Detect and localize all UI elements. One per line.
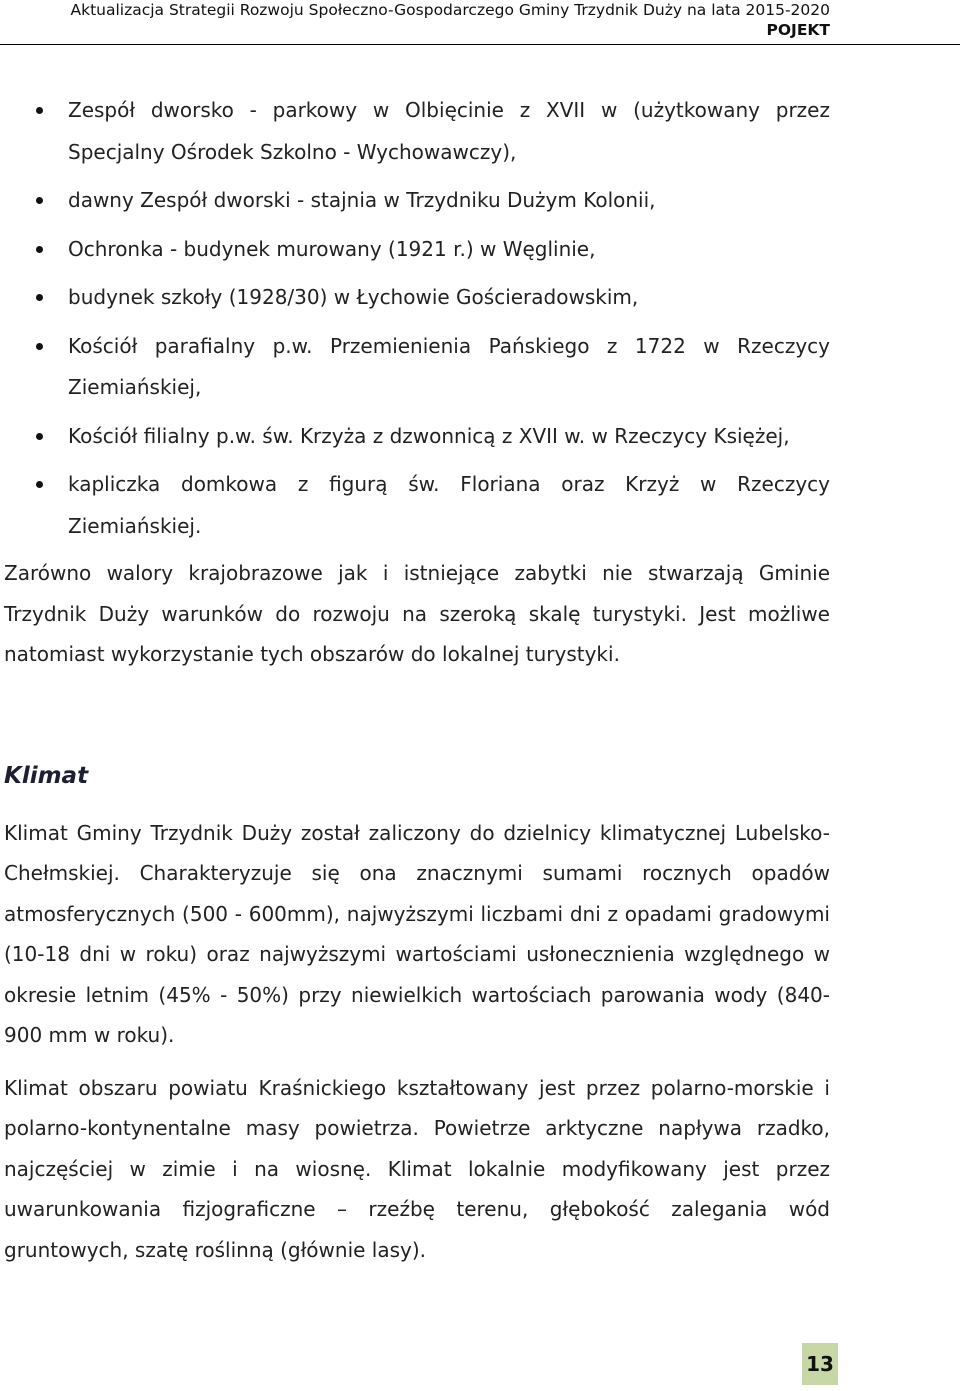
page-content [4, 90, 830, 1270]
bullet-icon [36, 343, 43, 350]
list-item [4, 180, 830, 222]
document-title: Aktualizacja Strategii Rozwoju Społeczno-Gospodarczego Gminy Trzydnik Duży na lata 2015-2020 [70, 1, 830, 19]
bullet-icon [36, 197, 43, 204]
bullet-icon [36, 294, 43, 301]
page-number: 13 [802, 1343, 838, 1385]
list-item-text: Kościół parafialny p.w. Przemienienia Pańskiego z 1722 w Rzeczycy Ziemiańskiej, [68, 333, 830, 399]
list-item-text: dawny Zespół dworski - stajnia w Trzydniku Dużym Kolonii, [68, 188, 656, 212]
monuments-list [4, 90, 830, 547]
list-item-text: Ochronka - budynek murowany (1921 r.) w Węglinie, [68, 236, 596, 261]
document-status: POJEKT [766, 21, 830, 39]
list-item [4, 90, 830, 173]
bullet-icon [36, 107, 43, 114]
tourism-paragraph: Zarówno walory krajobrazowe jak i istniejące zabytki nie stwarzają Gminie Trzydnik Duży warunków do rozwoju na szeroką skalę turystyki. Jest możliwe natomiast wykorzystanie tych obszarów do lokalnej turystyki. [4, 561, 830, 666]
climate-paragraph-1: Klimat Gminy Trzydnik Duży został zaliczony do dzielnicy klimatycznej Lubelsko-Chełmskiej. Charakteryzuje się ona znacznymi sumami rocznych opadów atmosferycznych (500 - 600mm), najwyższymi liczbami dni z opadami gradowymi (10-18 dni w roku) oraz najwyższymi wartościami usłonecznienia względnego w okresie letnim (45% - 50%) przy niewielkich wartościach parowania wody (840-900 mm w roku). [4, 820, 830, 1047]
bullet-icon [36, 433, 43, 440]
bullet-icon [36, 481, 43, 488]
list-item [4, 416, 830, 458]
bullet-icon [36, 246, 43, 253]
list-item-text: budynek szkoły (1928/30) w Łychowie Gościeradowskim, [68, 285, 639, 309]
list-item-text: Kościół filialny p.w. św. Krzyża z dzwonnicą z XVII w. w Rzeczycy Księżej, [68, 423, 790, 448]
list-item-text: Zespół dworsko - parkowy w Olbięcinie z XVII w (użytkowany przez Specjalny Ośrodek Szkolno - Wychowawczy), [68, 98, 830, 164]
list-item [4, 326, 830, 409]
section-heading-climate: Klimat [4, 762, 89, 789]
list-item [4, 277, 830, 319]
list-item [4, 229, 830, 271]
list-item-text: kapliczka domkowa z figurą św. Floriana oraz Krzyż w Rzeczycy Ziemiańskiej. [68, 472, 830, 538]
climate-paragraph-2: Klimat obszaru powiatu Kraśnickiego kształtowany jest przez polarno-morskie i polarno-kontynentalne masy powietrza. Powietrze arktyczne napływa rzadko, najczęściej w zimie i na wiosnę. Klimat lokalnie modyfikowany jest przez uwarunkowania fizjograficzne – rzeźbę terenu, głębokość zalegania wód gruntowych, szatę roślinną (głównie lasy). [4, 1075, 830, 1262]
list-item [4, 464, 830, 547]
page-header [0, 0, 960, 45]
